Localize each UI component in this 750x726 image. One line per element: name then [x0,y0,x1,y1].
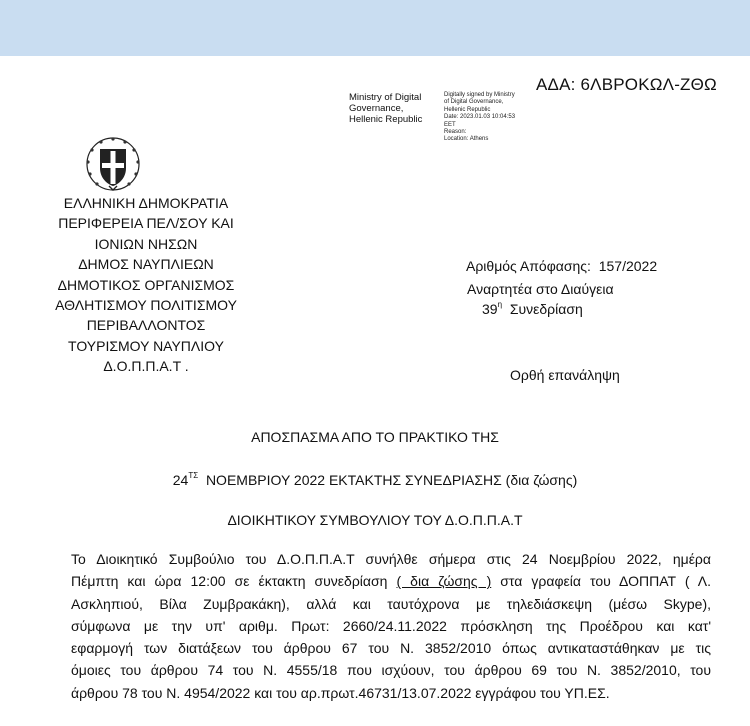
signer-line: Hellenic Republic [349,114,423,125]
body-line: Το Διοικητικό Συμβούλιο του Δ.Ο.Π.Π.Α.Τ συνήλθε σήμερα στις 24 Νοεμβρίου 2022, ημέρα [71,551,711,567]
heading-line-3: ΔΙΟΙΚΗΤΙΚΟΥ ΣΥΜΒΟΥΛΙΟΥ ΤΟΥ Δ.Ο.Π.Π.Α.Τ [227,512,523,528]
body-line: Ασκληπιού, Βίλα Ζυμβρακάκη), αλλά και ταυτόχρονα με τηλεδιάσκεψη (μέσω Skype), [71,595,711,612]
issuer-line: ΑΘΛΗΤΙΣΜΟΥ ΠΟΛΙΤΙΣΜΟΥ [55,297,237,314]
signature-details [444,92,515,144]
signer-line: Governance, [349,103,404,114]
issuer-line: ΔΗΜΟΤΙΚΟΣ ΟΡΓΑΝΙΣΜΟΣ [57,276,235,293]
underlined-phrase: ( δια ζώσης ) [396,573,492,590]
greek-emblem-icon [85,136,141,192]
issuer-line: ΠΕΡΙΒΑΛΛΟΝΤΟΣ [86,317,206,334]
signer-line: Ministry of Digital [349,92,422,103]
body-line: σύμφωνα με την υπ' αριθμ. Πρωτ: 2660/24.11.2022 πρόσκληση της Προέδρου και κατ' [71,617,711,634]
session-sup: η [497,300,503,309]
decision-number-value: 157/2022 [598,258,658,274]
ada-code: ΑΔΑ: 6ΛΒΡΟΚΩΛ-ΖΘΩ [536,75,717,94]
body-line [71,570,711,592]
issuer-line: ΙΟΝΙΩΝ ΝΗΣΩΝ [94,235,198,252]
issuer-line: ΤΟΥΡΙΣΜΟΥ ΝΑΥΠΛΙΟΥ [68,337,224,354]
signature-detail-line: Hellenic Republic [444,106,491,113]
body-line: άρθρου 78 του Ν. 4954/2022 και του αρ.πρωτ.46731/13.07.2022 εγγράφου του ΥΠ.ΕΣ. [71,684,610,701]
issuer-block [18,193,274,377]
signature-detail-line: Location: Athens [444,136,489,143]
signature-signer [349,92,422,125]
body-line: εφαρμογή των διατάξεων του άρθρου 67 του Ν. 3852/2010 όπως αντικαταστάθηκαν με τις [71,640,711,657]
signature-detail-line: of Digital Governance, [444,99,504,106]
body-line-part: Πέμπτη και ώρα 12:00 σε έκτακτη συνεδρίαση [71,573,397,590]
signature-detail-line: Reason: [444,129,467,136]
signature-detail-line: Date: 2023.01.03 10:04:53 [444,114,516,121]
body-line: όμοιες του άρθρου 74 του Ν. 4555/18 που ισχύουν, του άρθρου 69 του Ν. 3852/2010, του [71,662,711,679]
heading-day: 24 [172,472,189,488]
session-num: 39 [482,301,498,317]
session-label: Συνεδρίαση [509,301,583,317]
heading-day-sup: ΤΣ [188,471,199,480]
issuer-line: ΔΗΜΟΣ ΝΑΥΠΛΙΕΩΝ [78,256,214,273]
session-number [482,300,583,317]
issuer-line: ΕΛΛΗΝΙΚΗ ΔΗΜΟΚΡΑΤΙΑ [63,195,229,211]
decision-number [466,258,657,274]
signature-detail-line: EET [444,121,456,128]
body-line-part: στα γραφεία του ΔΟΠΠΑΤ ( Λ. [491,573,711,590]
signature-detail-line: Digitally signed by Ministry [444,92,515,98]
heading-line-2 [0,471,750,488]
issuer-line: ΠΕΡΙΦΕΡΕΙΑ ΠΕΛ/ΣΟΥ ΚΑΙ [58,215,234,232]
heading-rest: ΝΟΕΜΒΡΙΟΥ 2022 ΕΚΤΑΚΤΗΣ ΣΥΝΕΔΡΙΑΣΗΣ (δια ζώσης) [205,472,578,488]
issuer-line: Δ.Ο.Π.Π.Α.Τ . [103,358,189,375]
posted-note: Αναρτητέα στο Διαύγεια [467,281,614,297]
decision-number-label: Αριθμός Απόφασης: [466,258,591,274]
correct-repeat: Ορθή επανάληψη [510,367,620,383]
top-banner [0,0,750,56]
body-paragraph [71,548,711,704]
heading-line-1: ΑΠΟΣΠΑΣΜΑ ΑΠΟ ΤΟ ΠΡΑΚΤΙΚΟ ΤΗΣ [251,429,499,445]
